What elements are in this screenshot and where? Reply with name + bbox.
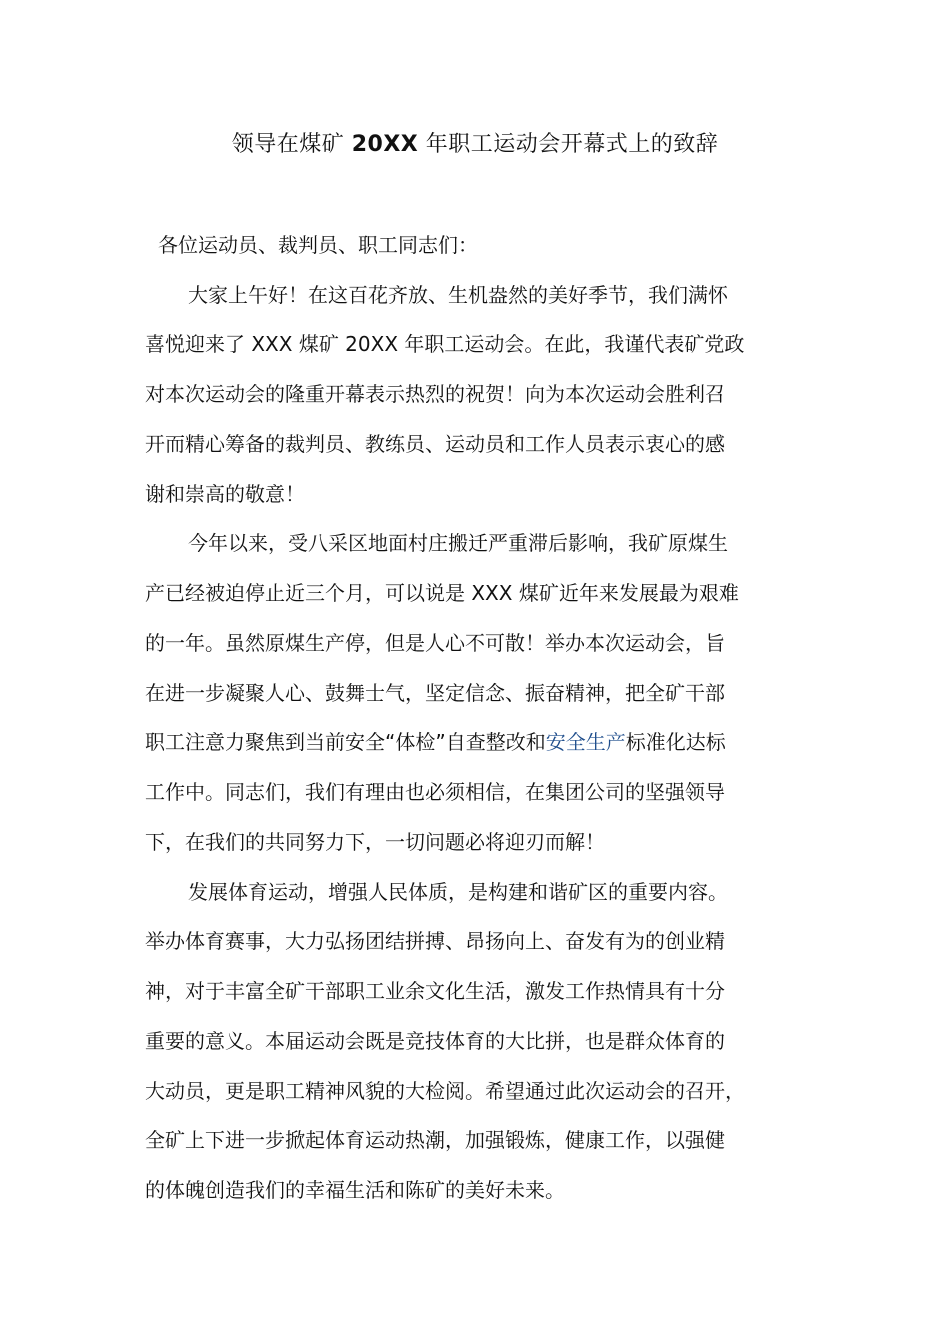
- p2-line-3: 的一年。虽然原煤生产停，但是人心不可散！举办本次运动会，旨: [145, 631, 725, 655]
- p3-line-4: 重要的意义。本届运动会既是竞技体育的大比拼，也是群众体育的: [145, 1029, 725, 1053]
- p1-line-1: 大家上午好！在这百花齐放、生机盎然的美好季节，我们满怀: [188, 283, 728, 307]
- safety-production-link[interactable]: 安全生产: [545, 730, 626, 754]
- p1-line-2: 喜悦迎来了 XXX 煤矿 20XX 年职工运动会。在此，我谨代表矿党政: [145, 332, 745, 356]
- title-prefix: 领导在煤矿: [231, 132, 352, 157]
- p3-line-2: 举办体育赛事，大力弘扬团结拼搏、昂扬向上、奋发有为的创业精: [145, 929, 725, 953]
- title-suffix: 年职工运动会开幕式上的致辞: [418, 132, 719, 157]
- p1-line-3: 对本次运动会的隆重开幕表示热烈的祝贺！向为本次运动会胜利召: [145, 382, 725, 406]
- p3-line-5: 大动员，更是职工精神风貌的大检阅。希望通过此次运动会的召开，: [145, 1079, 745, 1103]
- p3-line-3: 神，对于丰富全矿干部职工业余文化生活，激发工作热情具有十分: [145, 979, 725, 1003]
- p1-line-4: 开而精心筹备的裁判员、教练员、运动员和工作人员表示衷心的感: [145, 432, 725, 456]
- p2-line-5-before: 职工注意力聚焦到当前安全“体检”自查整改和: [145, 730, 546, 754]
- p1-line-5: 谢和崇高的敬意！: [145, 482, 305, 506]
- document-title: [0, 128, 950, 162]
- p2-line-4: 在进一步凝聚人心、鼓舞士气，坚定信念、振奋精神，把全矿干部: [145, 681, 725, 705]
- p3-line-7: 的体魄创造我们的幸福生活和陈矿的美好未来。: [145, 1178, 565, 1202]
- salutation: 各位运动员、裁判员、职工同志们：: [158, 233, 478, 257]
- p3-line-6: 全矿上下进一步掀起体育运动热潮，加强锻炼，健康工作，以强健: [145, 1128, 725, 1152]
- p2-line-1: 今年以来，受八采区地面村庄搬迁严重滞后影响，我矿原煤生: [188, 531, 728, 555]
- title-year: 20XX: [351, 132, 419, 157]
- p2-line-5-after: 标准化达标: [625, 730, 726, 754]
- p2-line-6: 工作中。同志们，我们有理由也必须相信，在集团公司的坚强领导: [145, 780, 725, 804]
- p2-line-5: [145, 726, 726, 758]
- p2-line-2: 产已经被迫停止近三个月，可以说是 XXX 煤矿近年来发展最为艰难: [145, 581, 739, 605]
- p2-line-7: 下，在我们的共同努力下，一切问题必将迎刃而解！: [145, 830, 605, 854]
- p3-line-1: 发展体育运动，增强人民体质，是构建和谐矿区的重要内容。: [188, 880, 728, 904]
